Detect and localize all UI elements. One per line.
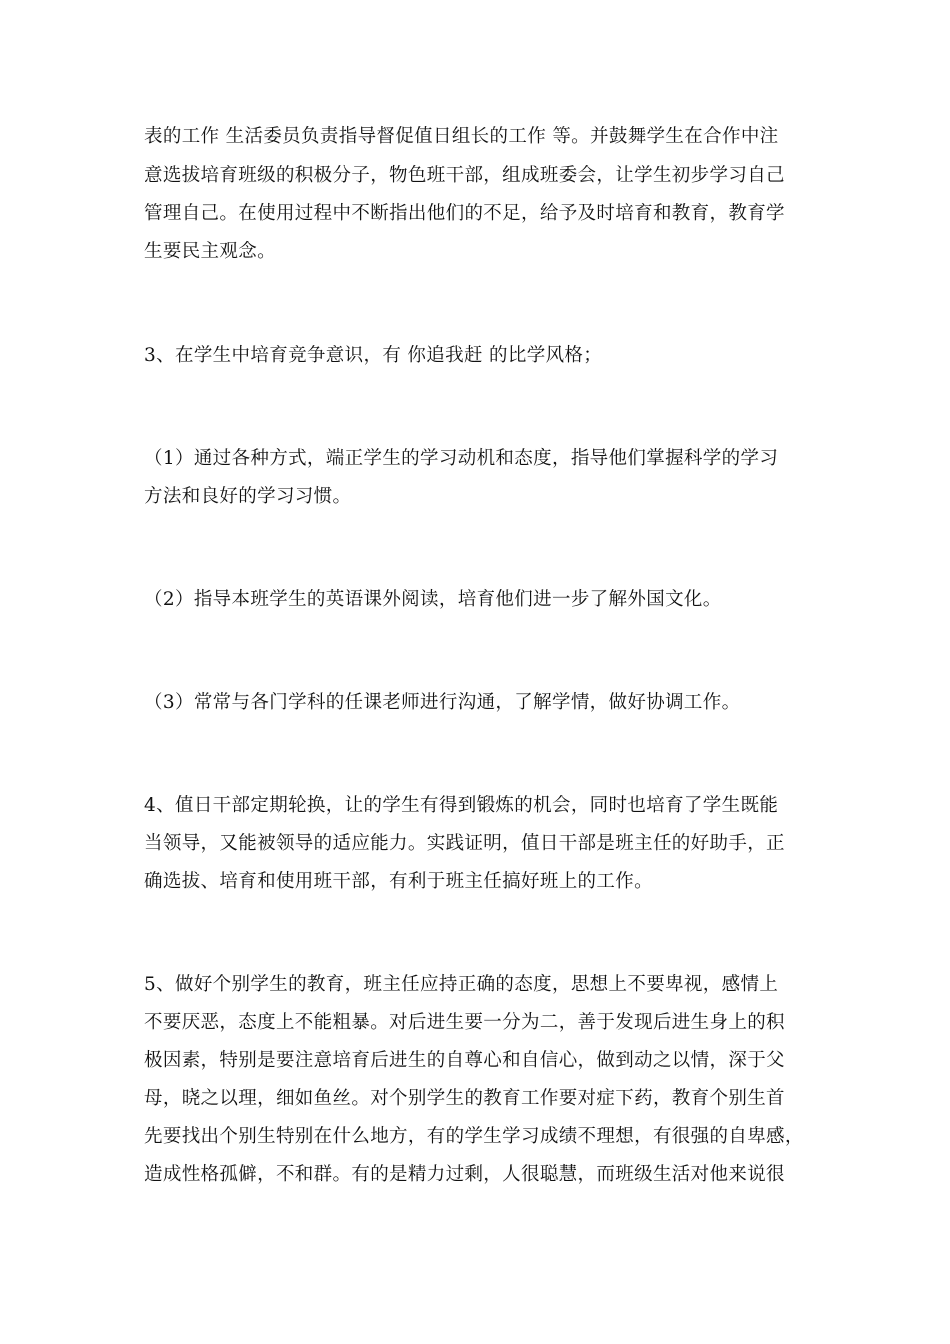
item-5-line: 5、做好个别学生的教育，班主任应持正确的态度，思想上不要卑视，感情上	[144, 974, 779, 995]
item-4-line: 确选拔、培育和使用班干部，有利于班主任搞好班上的工作。	[144, 871, 653, 892]
paragraph-line: 表的工作 生活委员负责指导督促值日组长的工作 等。并鼓舞学生在合作中注	[144, 126, 779, 147]
sub-item-1-line: （1）通过各种方式，端正学生的学习动机和态度，指导他们掌握科学的学习	[144, 448, 779, 469]
item-5-line: 母，晓之以理，细如鱼丝。对个别学生的教育工作要对症下药，教育个别生首	[144, 1088, 785, 1109]
paragraph-line: 生要民主观念。	[144, 241, 276, 262]
sub-item-1-line: 方法和良好的学习习惯。	[144, 486, 352, 507]
paragraph-line: 管理自己。在使用过程中不断指出他们的不足，给予及时培育和教育，教育学	[144, 203, 785, 224]
sub-item-3-line: （3）常常与各门学科的任课老师进行沟通，了解学情，做好协调工作。	[144, 692, 741, 713]
paragraph-line: 意选拔培育班级的积极分子，物色班干部，组成班委会，让学生初步学习自己	[144, 165, 785, 186]
item-5-line: 造成性格孤僻，不和群。有的是精力过剩，人很聪慧，而班级生活对他来说很	[144, 1164, 785, 1185]
item-5-line: 不要厌恶，态度上不能粗暴。对后进生要一分为二，善于发现后进生身上的积	[144, 1012, 785, 1033]
item-4-line: 当领导，又能被领导的适应能力。实践证明，值日干部是班主任的好助手，正	[144, 833, 785, 854]
sub-item-2-line: （2）指导本班学生的英语课外阅读，培育他们进一步了解外国文化。	[144, 589, 722, 610]
section-heading-3: 3、在学生中培育竞争意识，有 你追我赶 的比学风格；	[144, 345, 603, 366]
item-5-line: 先要找出个别生特别在什么地方，有的学生学习成绩不理想，有很强的自卑感，	[144, 1126, 804, 1147]
item-5-line: 极因素，特别是要注意培育后进生的自尊心和自信心，做到动之以情，深于父	[144, 1050, 785, 1071]
item-4-line: 4、值日干部定期轮换，让的学生有得到锻炼的机会，同时也培育了学生既能	[144, 795, 779, 816]
